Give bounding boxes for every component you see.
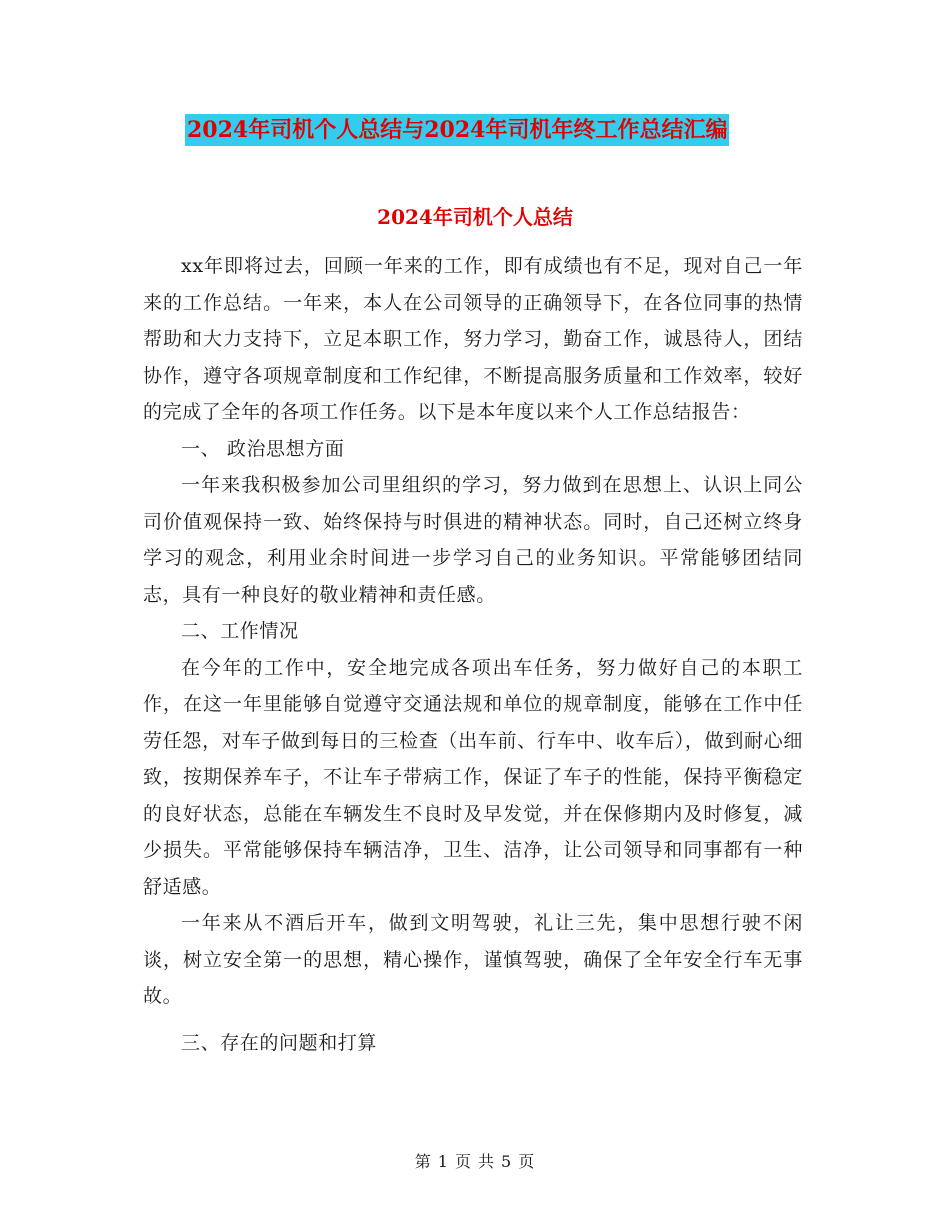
footer-suffix: 页: [518, 1152, 536, 1171]
footer-prefix: 第: [414, 1152, 432, 1171]
paragraph-safety: 一年来从不酒后开车，做到文明驾驶，礼让三先，集中思想行驶不闲谈，树立安全第一的思想，精心操作，谨慎驾驶，确保了全年安全行车无事故。: [143, 912, 803, 1007]
document-main-title: 2024年司机个人总结与2024年司机年终工作总结汇编: [185, 114, 729, 146]
footer-total-word: 共: [478, 1152, 496, 1171]
heading-work: 二、工作情况: [181, 620, 299, 642]
paragraph-intro: xx年即将过去，回顾一年来的工作，即有成绩也有不足，现对自己一年来的工作总结。一年来，本人在公司领导的正确领导下，在各位同事的热情帮助和大力支持下，立足本职工作，努力学习，勤奋工作，诚恳待人，团结协作，遵守各项规章制度和工作纪律，不断提高服务质量和工作效率，较好的完成了全年的各项工作任务。以下是本年度以来个人工作总结报告：: [143, 255, 803, 423]
page-footer: [0, 1150, 950, 1174]
heading-problems: 三、存在的问题和打算: [181, 1031, 378, 1054]
paragraph-work: 在今年的工作中，安全地完成各项出车任务，努力做好自己的本职工作，在这一年里能够自觉遵守交通法规和单位的规章制度，能够在工作中任劳任怨，对车子做到每日的三检查（出车前、行车中、收车后），做到耐心细致，按期保养车子，不让车子带病工作，保证了车子的性能，保持平衡稳定的良好状态，总能在车辆发生不良时及早发觉，并在保修期内及时修复，减少损失。平常能够保持车辆洁净，卫生、洁净，让公司领导和同事都有一种舒适感。: [143, 656, 803, 898]
footer-current-page: 1: [437, 1152, 449, 1171]
document-body: [143, 248, 803, 1061]
section-title: 2024年司机个人总结: [377, 205, 573, 229]
footer-total-pages: 5: [501, 1152, 513, 1171]
paragraph-political: 一年来我积极参加公司里组织的学习，努力做到在思想上、认识上同公司价值观保持一致、始终保持与时俱进的精神状态。同时，自己还树立终身学习的观念，利用业余时间进一步学习自己的业务知识。平常能够团结同志，具有一种良好的敬业精神和责任感。: [143, 474, 803, 606]
heading-political: 一、 政治思想方面: [181, 437, 345, 460]
footer-page-word: 页: [454, 1152, 472, 1171]
